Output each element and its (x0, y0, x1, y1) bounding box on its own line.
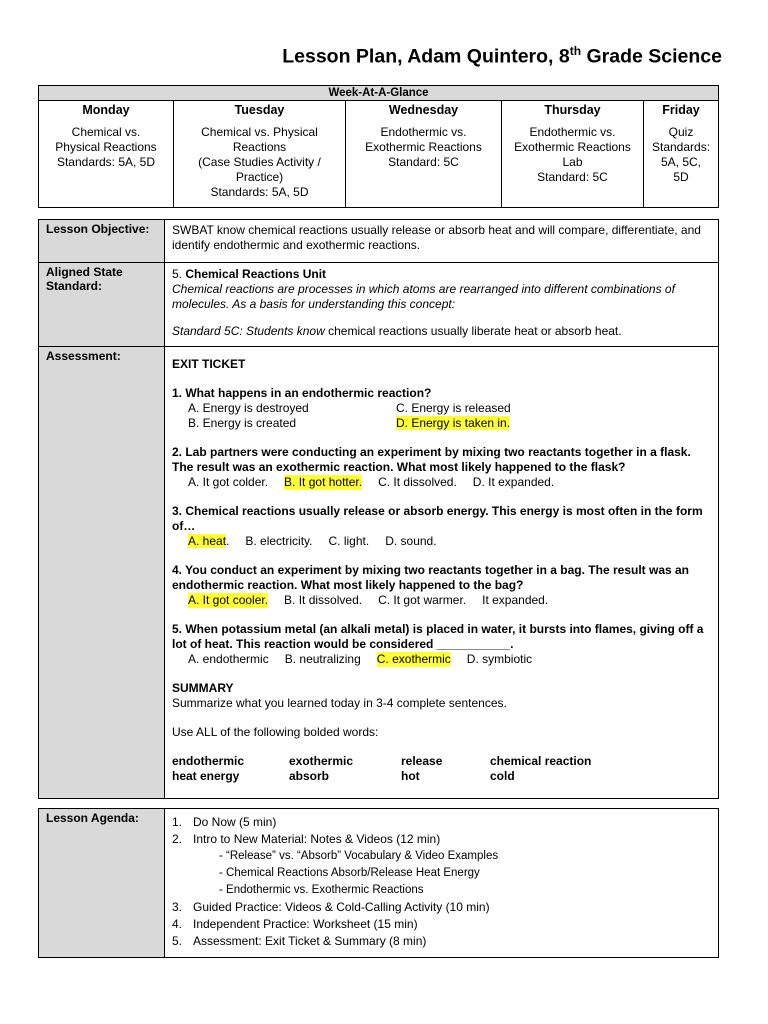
day-name-thursday: Thursday (502, 101, 644, 120)
standard-5c: Standard 5C: Students know chemical reactions usually liberate heat or absorb heat. (172, 324, 622, 338)
list-item: 2. Intro to New Material: Notes & Videos (12 min) (172, 832, 441, 846)
day-plan-monday: Chemical vs. Physical Reactions Standards: 5A, 5D (39, 119, 174, 208)
list-item: 1. Do Now (5 min) (172, 815, 277, 829)
objective-label: Lesson Objective: (39, 220, 165, 263)
agenda-content (165, 809, 719, 958)
question-3: 3. Chemical reactions usually release or absorb energy. This energy is most often in the form of… A. heat. B. electricity. C. light. D. sound. (172, 504, 703, 548)
day-name-tuesday: Tuesday (174, 101, 346, 120)
unit-description: Chemical reactions are processes in which atoms are rearranged into different combinations of molecules. As a basis for understanding this concept: (172, 282, 675, 311)
agenda-sub-item: - Endothermic vs. Exothermic Reactions (219, 884, 424, 896)
day-plan-friday: Quiz Standards: 5A, 5C, 5D (644, 119, 719, 208)
standard-content: 5. Chemical Reactions Unit Chemical reactions are processes in which atoms are rearranged into different combinations of molecules. As a basis for understanding this concept: Standard 5C: Students know chemical reactions usually liberate heat or absorb heat. (165, 263, 719, 347)
question-5: 5. When potassium metal (an alkali metal) is placed in water, it bursts into flames, giving off a lot of heat. This reaction would be considered ___________. A. endothermic B. neutralizing C. exothermic D. symbiotic (172, 622, 704, 666)
agenda-sub-item: - Chemical Reactions Absorb/Release Heat Energy (219, 867, 480, 879)
vocabulary-words: endothermic exothermic release chemical reaction heat energy absorb hot cold (172, 754, 592, 783)
q3-answer: A. heat (188, 534, 227, 548)
agenda-label: Lesson Agenda: (39, 809, 165, 958)
lesson-details-table (38, 219, 719, 799)
day-plan-thursday: Endothermic vs. Exothermic Reactions Lab Standard: 5C (502, 119, 644, 208)
assessment-content (165, 347, 719, 799)
week-at-a-glance-table (38, 85, 719, 208)
list-item: 4. Independent Practice: Worksheet (15 min) (172, 917, 418, 931)
lesson-agenda-table (38, 808, 719, 958)
summary-heading: SUMMARY (172, 681, 234, 695)
q1-answer: D. Energy is taken in. (396, 416, 511, 430)
use-all-instructions: Use ALL of the following bolded words: (172, 725, 379, 739)
day-name-friday: Friday (644, 101, 719, 120)
q2-answer: B. It got hotter. (284, 475, 363, 489)
unit-title: Chemical Reactions Unit (185, 267, 327, 281)
assessment-label: Assessment: (39, 347, 165, 799)
week-heading: Week-At-A-Glance (39, 86, 719, 101)
question-1: 1. What happens in an endothermic reaction? A. Energy is destroyed C. Energy is released B. Energy is created D. Energy is taken in. (172, 386, 511, 430)
day-plan-wednesday: Endothermic vs. Exothermic Reactions Standard: 5C (346, 119, 502, 208)
day-name-monday: Monday (39, 101, 174, 120)
q5-answer: C. exothermic (376, 652, 451, 666)
day-name-wednesday: Wednesday (346, 101, 502, 120)
list-item: 5. Assessment: Exit Ticket & Summary (8 min) (172, 934, 427, 948)
question-2: 2. Lab partners were conducting an experiment by mixing two reactants together in a flask. The result was an exothermic reaction. What most likely happened to the flask? A. It got colder. B. It got hotter. C. It dissolved. D. It expanded. (172, 445, 691, 489)
day-plan-tuesday: Chemical vs. Physical Reactions (Case Studies Activity / Practice) Standards: 5A, 5D (174, 119, 346, 208)
agenda-list (172, 814, 711, 950)
agenda-sub-item: - “Release” vs. “Absorb” Vocabulary & Video Examples (219, 850, 499, 862)
standard-label: Aligned State Standard: (39, 263, 165, 347)
question-4: 4. You conduct an experiment by mixing two reactants together in a bag. The result was an endothermic reaction. What most likely happened to the bag? A. It got cooler. B. It dissolved. C. It got warmer. It expanded. (172, 563, 690, 607)
objective-text: SWBAT know chemical reactions usually release or absorb heat and will compare, differentiate, and identify endothermic and exothermic reactions. (165, 220, 719, 263)
page-title: Lesson Plan, Adam Quintero, 8th Grade Science (282, 44, 722, 68)
exit-ticket-heading: EXIT TICKET (172, 357, 246, 371)
summary-instructions: Summarize what you learned today in 3-4 complete sentences. (172, 696, 507, 710)
list-item: 3. Guided Practice: Videos & Cold-Calling Activity (10 min) (172, 900, 490, 914)
q4-answer: A. It got cooler. (188, 593, 269, 607)
